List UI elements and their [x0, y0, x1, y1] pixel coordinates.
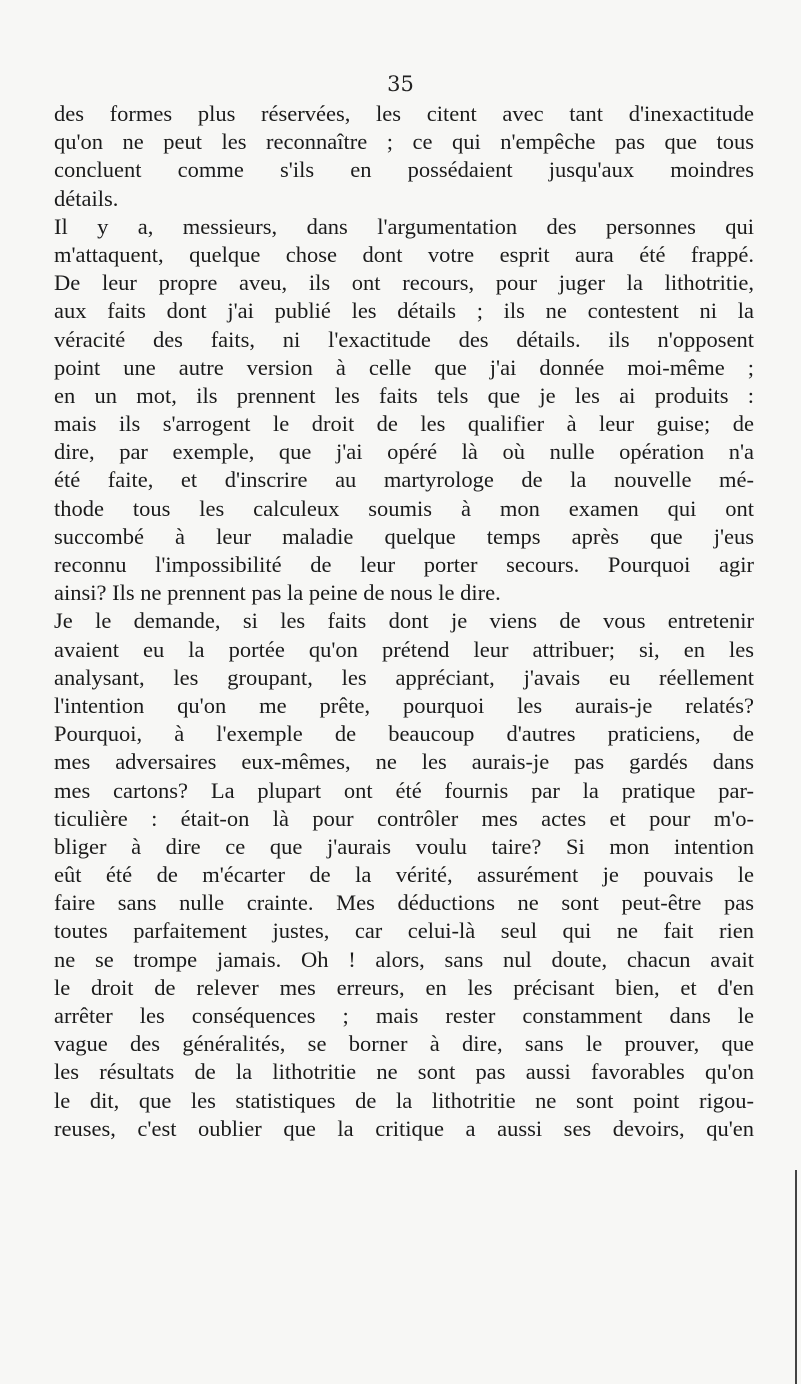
text-line: aux faits dont j'ai publié les détails ; ils ne contestent ni la	[54, 298, 754, 324]
text-line: été faite, et d'inscrire au martyrologe de la nouvelle mé-	[54, 467, 754, 493]
text-line: l'intention qu'on me prête, pourquoi les aurais-je relatés?	[54, 692, 754, 718]
text-line: point une autre version à celle que j'ai donnée moi-même ;	[54, 354, 754, 380]
text-line: De leur propre aveu, ils ont recours, pour juger la lithotritie,	[54, 270, 754, 296]
text-line: le droit de relever mes erreurs, en les précisant bien, et d'en	[54, 974, 754, 1000]
text-line: reconnu l'impossibilité de leur porter secours. Pourquoi agir	[54, 552, 754, 577]
text-line: dire, par exemple, que j'ai opéré là où nulle opération n'a	[54, 439, 754, 465]
text-line: en un mot, ils prennent les faits tels que je les ai produits :	[54, 382, 754, 408]
text-line: mes adversaires eux-mêmes, ne les aurais-je pas gardés dans	[54, 749, 754, 775]
text-line: faire sans nulle crainte. Mes déductions ne sont peut-être pas	[54, 890, 754, 916]
text-line: les résultats de la lithotritie ne sont pas aussi favorables qu'on	[54, 1059, 754, 1085]
text-line: mes cartons? La plupart ont été fournis par la pratique par-	[54, 777, 754, 803]
text-line: bliger à dire ce que j'aurais voulu taire? Si mon intention	[54, 833, 754, 859]
text-line: toutes parfaitement justes, car celui-là seul qui ne fait rien	[54, 918, 754, 944]
text-line: ainsi? Ils ne prennent pas la peine de nous le dire.	[54, 580, 501, 606]
text-line: qu'on ne peut les reconnaître ; ce qui n'empêche pas que tous	[54, 129, 754, 155]
text-line: ne se trompe jamais. Oh ! alors, sans nul doute, chacun avait	[54, 946, 754, 972]
text-line: des formes plus réservées, les citent avec tant d'inexactitude	[54, 101, 754, 126]
text-line: le dit, que les statistiques de la lithotritie ne sont point rigou-	[54, 1087, 754, 1113]
text-line: concluent comme s'ils en possédaient jusqu'aux moindres	[54, 157, 754, 183]
text-line: Je le demande, si les faits dont je viens de vous entretenir	[54, 608, 754, 634]
page-number: 35	[387, 72, 414, 96]
text-line: succombé à leur maladie quelque temps après que j'eus	[54, 523, 754, 549]
text-line: ticulière : était-on là pour contrôler mes actes et pour m'o-	[54, 805, 754, 831]
text-line: véracité des faits, ni l'exactitude des détails. ils n'opposent	[54, 326, 754, 352]
text-line: Pourquoi, à l'exemple de beaucoup d'autres praticiens, de	[54, 721, 754, 747]
text-line: eût été de m'écarter de la vérité, assurément je pouvais le	[54, 862, 754, 888]
text-line: mais ils s'arrogent le droit de les qualifier à leur guise; de	[54, 411, 754, 437]
text-line: Il y a, messieurs, dans l'argumentation des personnes qui	[54, 213, 754, 239]
text-line: vague des généralités, se borner à dire, sans le prouver, que	[54, 1031, 754, 1057]
text-line: m'attaquent, quelque chose dont votre esprit aura été frappé.	[54, 241, 754, 267]
text-line: détails.	[54, 185, 119, 211]
text-line: analysant, les groupant, les appréciant, j'avais eu réellement	[54, 664, 754, 690]
text-line: arrêter les conséquences ; mais rester constamment dans le	[54, 1003, 754, 1028]
text-line: avaient eu la portée qu'on prétend leur attribuer; si, en les	[54, 636, 754, 662]
text-line: thode tous les calculeux soumis à mon examen qui ont	[54, 495, 754, 521]
page-edge-divider	[795, 1170, 797, 1384]
text-line: reuses, c'est oublier que la critique a aussi ses devoirs, qu'en	[54, 1115, 754, 1141]
body-text	[54, 100, 754, 1143]
